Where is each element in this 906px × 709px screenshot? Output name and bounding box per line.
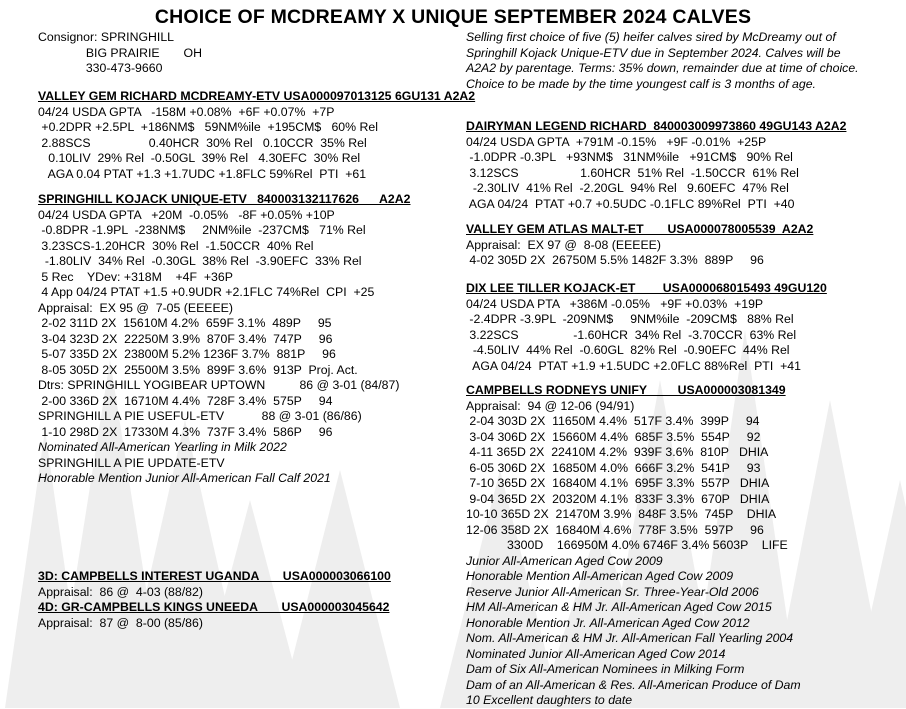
- second-dam-line: Appraisal: 94 @ 12-06 (94/91): [466, 398, 635, 413]
- second-dam-honor: Honorable Mention Jr. All-American Aged Cow 2012: [466, 615, 750, 630]
- dam-line: 5 Rec YDev: +318M +4F +36P: [38, 269, 233, 284]
- sire-3-line: 3.22SCS -1.60HCR 34% Rel -3.70CCR 63% Rel: [466, 327, 797, 342]
- dam-line: 5-07 335D 2X 23800M 5.2% 1236F 3.7% 881P 96: [38, 347, 336, 361]
- sire-3-line: AGA 04/24 PTAT +1.9 +1.5UDC +2.0FLC 88%Rel PTI +41: [466, 358, 801, 373]
- second-dam-honor: 10 Excellent daughters to date: [466, 693, 633, 707]
- dam-sire-block: [466, 119, 846, 212]
- second-dam-honor: Dam of Six All-American Nominees in Milking Form: [466, 662, 745, 676]
- second-dam-honor: Nom. All-American & HM Jr. All-American Fall Yearling 2004: [466, 631, 794, 645]
- sire-block: [38, 89, 475, 182]
- dam-line: 2-00 336D 2X 16710M 4.4% 728F 3.4% 575P 94: [38, 393, 333, 408]
- dam-line: -1.80LIV 34% Rel -0.30GL 38% Rel -3.90EFC 33% Rel: [38, 254, 362, 268]
- second-dam-honor: Nominated Junior All-American Aged Cow 2014: [466, 646, 726, 661]
- sire-line: 0.10LIV 29% Rel -0.50GL 39% Rel 4.30EFC 30% Rel: [38, 151, 361, 165]
- dam-sire-line: -2.30LIV 41% Rel -2.20GL 94% Rel 9.60EFC 47% Rel: [466, 181, 789, 195]
- dam-line: 2-02 311D 2X 15610M 4.2% 659F 3.1% 489P 95: [38, 316, 332, 330]
- second-dam-honor: Junior All-American Aged Cow 2009: [466, 553, 663, 568]
- dam-line: 1-10 298D 2X 17330M 4.3% 737F 3.4% 586P 96: [38, 424, 333, 439]
- sire-line: AGA 0.04 PTAT +1.3 +1.7UDC +1.8FLC 59%Rel PTI +61: [38, 166, 367, 181]
- second-dam-line: 3-04 306D 2X 15660M 4.4% 685F 3.5% 554P 92: [466, 429, 761, 444]
- second-dam-line: 7-10 365D 2X 16840M 4.1% 695F 3.3% 557P DHIA: [466, 476, 770, 490]
- second-dam-line: 2-04 303D 2X 11650M 4.4% 517F 3.4% 399P 94: [466, 414, 760, 428]
- second-dam-heading: CAMPBELLS RODNEYS UNIFY USA000003081349: [466, 383, 786, 397]
- sire-2-block: [466, 222, 813, 269]
- second-dam-honor: Honorable Mention All-American Aged Cow 2009: [466, 569, 734, 583]
- sire-line: 04/24 USDA GPTA -158M +0.08% +6F +0.07% +7P: [38, 104, 335, 119]
- dam-block: [38, 192, 410, 487]
- third-dam-block: [38, 569, 391, 631]
- dam-line: 3-04 323D 2X 22250M 3.9% 870F 3.4% 747P 96: [38, 331, 333, 346]
- dam-heading: SPRINGHILL KOJACK UNIQUE-ETV 840003132117626 A2A2: [38, 192, 411, 206]
- consignor-block: [38, 30, 202, 77]
- page-title: CHOICE OF MCDREAMY X UNIQUE SEPTEMBER 2024 CALVES: [154, 6, 752, 28]
- third-dam-heading: 3D: CAMPBELLS INTEREST UGANDA USA000003066100: [38, 569, 391, 583]
- second-dam-line: 10-10 365D 2X 21470M 3.9% 848F 3.5% 745P DHIA: [466, 507, 777, 521]
- dam-honor: Nominated All-American Yearling in Milk 2022: [38, 440, 287, 454]
- dam-line: 8-05 305D 2X 25500M 3.5% 899F 3.6% 913P Proj. Act.: [38, 362, 358, 377]
- dam-line: 04/24 USDA GPTA +20M -0.05% -8F +0.05% +10P: [38, 207, 335, 222]
- sire-3-line: -2.4DPR -3.9PL -209NM$ 9NM%ile -209CM$ 88% Rel: [466, 312, 794, 326]
- second-dam-line: 12-06 358D 2X 16840M 4.6% 778F 3.5% 597P 96: [466, 522, 764, 537]
- sire-line: +0.2DPR +2.5PL +186NM$ 59NM%ile +195CM$ 60% Rel: [38, 120, 378, 134]
- consignor-line: Consignor: SPRINGHILL: [38, 30, 175, 44]
- second-dam-line: 3300D 166950M 4.0% 6746F 3.4% 5603P LIFE: [466, 538, 788, 552]
- second-dam-line: 9-04 365D 2X 20320M 4.1% 833F 3.3% 670P DHIA: [466, 491, 770, 506]
- consignor-line: 330-473-9660: [38, 61, 163, 75]
- second-dam-honor: HM All-American & HM Jr. All-American Aged Cow 2015: [466, 600, 772, 614]
- dam-line: SPRINGHILL A PIE USEFUL-ETV 88 @ 3-01 (86/86): [38, 409, 362, 423]
- sire-3-block: [466, 281, 827, 374]
- dam-line: 4 App 04/24 PTAT +1.5 +0.9UDR +2.1FLC 74%Rel CPI +25: [38, 285, 375, 299]
- second-dam-honor: Reserve Junior All-American Sr. Three-Year-Old 2006: [466, 584, 759, 599]
- description-block: [466, 30, 866, 92]
- dam-sire-line: 3.12SCS 1.60HCR 51% Rel -1.50CCR 61% Rel: [466, 165, 799, 180]
- dam-sire-heading: DAIRYMAN LEGEND RICHARD 840003009973860 49GU143 A2A2: [466, 119, 847, 133]
- sire-3-line: -4.50LIV 44% Rel -0.60GL 82% Rel -0.90EFC 44% Rel: [466, 343, 790, 357]
- fourth-dam-heading: 4D: GR-CAMPBELLS KINGS UNEEDA USA000003045642: [38, 600, 390, 614]
- second-dam-block: [466, 383, 801, 709]
- dam-line: Appraisal: EX 95 @ 7-05 (EEEEE): [38, 300, 233, 315]
- consignor-line: BIG PRAIRIE OH: [38, 45, 202, 60]
- sire-2-line: Appraisal: EX 97 @ 8-08 (EEEEE): [466, 237, 661, 252]
- dam-honor: Honorable Mention Junior All-American Fall Calf 2021: [38, 471, 331, 485]
- sire-heading: VALLEY GEM RICHARD MCDREAMY-ETV USA000097013125 6GU131 A2A2: [38, 89, 476, 103]
- dam-sire-line: -1.0DPR -0.3PL +93NM$ 31NM%ile +91CM$ 90% Rel: [466, 150, 793, 164]
- sire-3-line: 04/24 USDA PTA +386M -0.05% +9F +0.03% +19P: [466, 296, 764, 311]
- sire-2-line: 4-02 305D 2X 26750M 5.5% 1482F 3.3% 889P 96: [466, 253, 764, 267]
- fourth-dam-appraisal: Appraisal: 87 @ 8-00 (85/86): [38, 615, 203, 630]
- third-dam-appraisal: Appraisal: 86 @ 4-03 (88/82): [38, 584, 203, 599]
- sire-line: 2.88SCS 0.40HCR 30% Rel 0.10CCR 35% Rel: [38, 135, 367, 150]
- second-dam-honor: Dam of an All-American & Res. All-American Produce of Dam: [466, 677, 801, 692]
- dam-line: -0.8DPR -1.9PL -238NM$ 2NM%ile -237CM$ 71% Rel: [38, 223, 366, 237]
- dam-sire-line: AGA 04/24 PTAT +0.7 +0.5UDC -0.1FLC 89%Rel PTI +40: [466, 196, 795, 211]
- dam-sire-line: 04/24 USDA GPTA +791M -0.15% +9F -0.01% +25P: [466, 134, 767, 149]
- second-dam-line: 4-11 365D 2X 22410M 4.2% 939F 3.6% 810P DHIA: [466, 445, 769, 459]
- dam-line: SPRINGHILL A PIE UPDATE-ETV: [38, 455, 225, 470]
- sale-description: Selling first choice of five (5) heifer calves sired by McDreamy out of Springhill Kojack Unique-ETV due in September 2024. Calves will be A2A2 by parentage. Terms: 35% down, remainder due at time of choice. Choice to be made by the time youngest calf is 3 months of age.: [466, 30, 859, 91]
- dam-line: 3.23SCS-1.20HCR 30% Rel -1.50CCR 40% Rel: [38, 238, 314, 253]
- sire-3-heading: DIX LEE TILLER KOJACK-ET USA000068015493 49GU120: [466, 281, 827, 295]
- second-dam-line: 6-05 306D 2X 16850M 4.0% 666F 3.2% 541P 93: [466, 460, 761, 475]
- sire-2-heading: VALLEY GEM ATLAS MALT-ET USA000078005539 A2A2: [466, 222, 814, 236]
- dam-line: Dtrs: SPRINGHILL YOGIBEAR UPTOWN 86 @ 3-01 (84/87): [38, 378, 400, 392]
